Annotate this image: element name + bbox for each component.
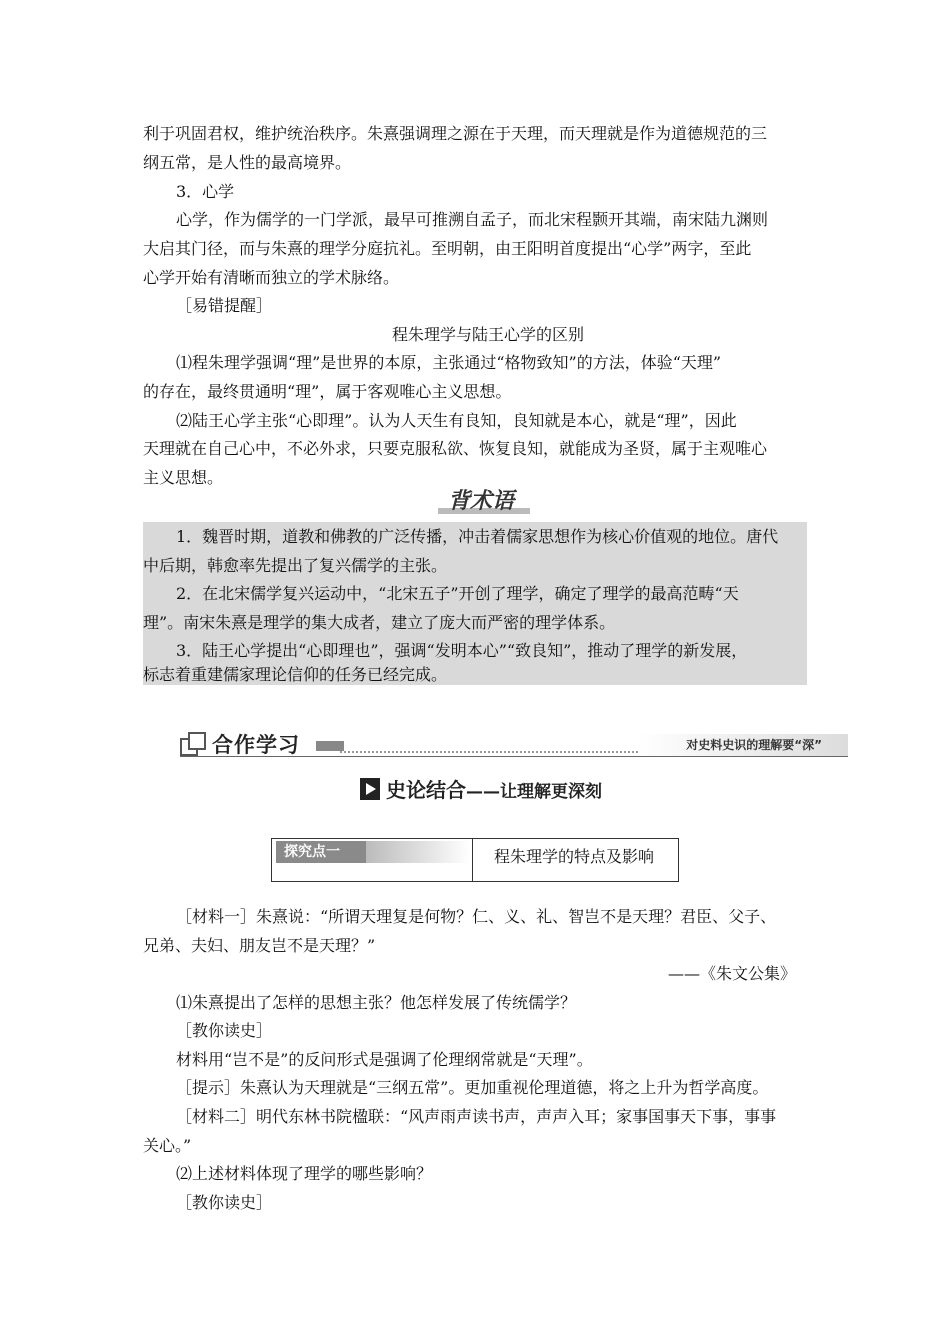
text-line: 心学，作为儒学的一门学派，最早可推溯自孟子，而北宋程颢开其端，南宋陆九渊则	[176, 210, 769, 229]
beishuyu-label: 背术语	[448, 488, 515, 514]
section-heading: 3．心学	[176, 182, 235, 201]
summary-line: 3．陆王心学提出“心即理也”，强调“发明本心”“致良知”，推动了理学的新发展，	[176, 641, 748, 660]
tip-label: ［易错提醒］	[176, 296, 273, 315]
summary-line: 1．魏晋时期，道教和佛教的广泛传播，冲击着儒家思想作为核心价值观的地位。唐代	[176, 527, 779, 546]
text-line: ［材料二］明代东林书院楹联：“风声雨声读书声，声声入耳；家事国事天下事，事事	[176, 1107, 777, 1126]
header-bar	[316, 741, 344, 751]
shilun-sub: ——让理解更深刻	[466, 782, 602, 802]
citation: ——《朱文公集》	[668, 964, 797, 983]
text-line: 主义思想。	[143, 468, 224, 487]
reading-label: ［教你读史］	[176, 1193, 273, 1212]
question: ⑴朱熹提出了怎样的思想主张？他怎样发展了传统儒学？	[176, 993, 577, 1012]
summary-line: 中后期，韩愈率先提出了复兴儒学的主张。	[143, 556, 448, 575]
text-line: 纲五常，是人性的最高境界。	[143, 153, 352, 172]
text-line: ［材料一］朱熹说：“所谓天理复是何物？仁、义、礼、智岂不是天理？君臣、父子、	[176, 907, 777, 926]
reading-label: ［教你读史］	[176, 1021, 273, 1040]
beishuyu-banner	[438, 486, 530, 516]
dotted-divider	[340, 751, 650, 753]
inquiry-tag: 探究点一	[276, 841, 366, 863]
text-line: 利于巩固君权，维护统治秩序。朱熹强调理之源在于天理，而天理就是作为道德规范的三	[143, 124, 768, 143]
hint-line: ［提示］朱熹认为天理就是“三纲五常”。更加重视伦理道德，将之上升为哲学高度。	[176, 1078, 769, 1097]
question: ⑵上述材料体现了理学的哪些影响？	[176, 1164, 433, 1183]
cooperation-title: 合作学习	[212, 733, 300, 757]
inquiry-topic: 程朱理学的特点及影响	[494, 847, 655, 866]
square-icon	[188, 732, 206, 750]
inquiry-box	[271, 838, 679, 882]
text-line: 兄弟、夫妇、朋友岂不是天理？”	[143, 936, 376, 955]
shilun-title	[386, 776, 602, 806]
text-line: 材料用“岂不是”的反问形式是强调了伦理纲常就是“天理”。	[176, 1050, 593, 1069]
tag-shade	[366, 841, 470, 863]
text-line: ⑵陆王心学主张“心即理”。认为人天生有良知，良知就是本心，就是“理”，因此	[176, 411, 737, 430]
text-line: 的存在，最终贯通明“理”，属于客观唯心主义思想。	[143, 382, 512, 401]
shilun-main: 史论结合	[386, 778, 466, 802]
summary-line: 2．在北宋儒学复兴运动中，“北宋五子”开创了理学，确定了理学的最高范畴“天	[176, 584, 739, 603]
play-icon	[360, 778, 380, 800]
summary-line: 理”。南宋朱熹是理学的集大成者，建立了庞大而严密的理学体系。	[143, 613, 616, 632]
summary-line: 标志着重建儒家理论信仰的任务已经完成。	[143, 665, 448, 684]
tip-title: 程朱理学与陆王心学的区别	[392, 325, 585, 344]
text-line: 大启其门径，而与朱熹的理学分庭抗礼。至明朝，由王阳明首度提出“心学”两字，至此	[143, 239, 752, 258]
text-line: 心学开始有清晰而独立的学术脉络。	[143, 268, 400, 287]
cooperation-slogan: 对史料史识的理解要“深”	[686, 738, 822, 752]
text-line: ⑴程朱理学强调“理”是世界的本原，主张通过“格物致知”的方法，体验“天理”	[176, 353, 722, 372]
cooperation-header	[180, 732, 848, 758]
text-line: 关心。”	[143, 1136, 192, 1155]
inquiry-tag-cell	[272, 839, 473, 881]
header-underline	[180, 756, 848, 757]
text-line: 天理就在自己心中，不必外求，只要克服私欲、恢复良知，就能成为圣贤，属于主观唯心	[143, 439, 768, 458]
